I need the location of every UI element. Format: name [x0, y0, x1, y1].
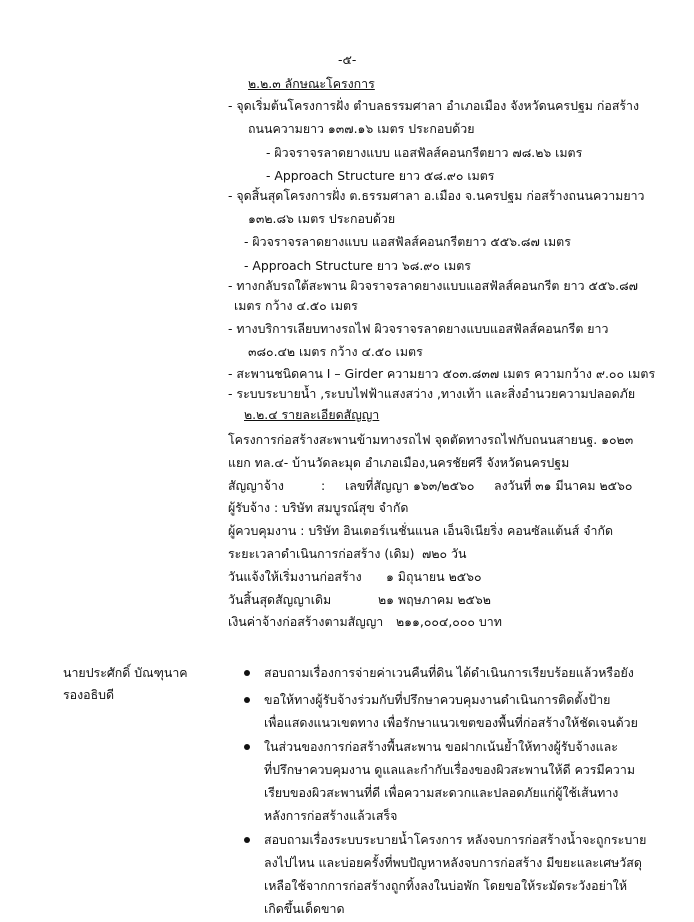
comment-line: สอบถามเรื่องการจ่ายค่าเวนคืนที่ดิน ได้ดำเนินการเรียบร้อยแล้วหรือยัง [264, 665, 634, 680]
contract-price-label: เงินค่าจ้างก่อสร้างตามสัญญา [228, 614, 384, 629]
comment-line: เรียบของผิวสะพานที่ดี เพื่อความสะดวกและปลอดภัยแก่ผู้ใช้เส้นทาง [264, 785, 619, 800]
speaker-name: นายประศักดิ์ บัณฑุนาค [63, 665, 188, 680]
bullet-icon [244, 744, 250, 750]
section-223-line: - ผิวจราจรลาดยางแบบ แอสฟัลส์คอนกรีตยาว ๕๕๖.๘๗ เมตร [244, 234, 571, 249]
project-name-line: โครงการก่อสร้างสะพานข้ามทางรถไฟ จุดตัดทางรถไฟกับถนนสายนฐ. ๑๐๒๓ [228, 432, 634, 447]
bullet-icon [244, 697, 250, 703]
end-date-value: ๒๑ พฤษภาคม ๒๕๖๒ [378, 592, 491, 607]
section-223-line: - ทางบริการเลียบทางรถไฟ ผิวจราจรลาดยางแบบแอสฟัลส์คอนกรีต ยาว [228, 321, 609, 336]
duration-label: ระยะเวลาดำเนินการก่อสร้าง (เดิม) [228, 546, 415, 561]
comment-line: หลังการก่อสร้างแล้วเสร็จ [264, 808, 398, 823]
section-223-line: ถนนความยาว ๑๓๗.๑๖ เมตร ประกอบด้วย [248, 121, 475, 136]
section-223-heading: ๒.๒.๓ ลักษณะโครงการ [248, 76, 375, 91]
section-223-line: - ทางกลับรถใต้สะพาน ผิวจราจรลาดยางแบบแอสฟัลส์คอนกรีต ยาว ๕๕๖.๘๗ [228, 278, 638, 293]
contract-number: เลขที่สัญญา ๑๖๓/๒๕๖๐ [345, 478, 475, 493]
contract-price-value: ๒๑๑,๐๐๔,๐๐๐ บาท [396, 614, 502, 629]
start-date-value: ๑ มิถุนายน ๒๕๖๐ [386, 569, 482, 584]
contract-label: สัญญาจ้าง [228, 478, 284, 493]
bullet-icon [244, 837, 250, 843]
start-date-label: วันแจ้งให้เริ่มงานก่อสร้าง [228, 569, 362, 584]
comment-line: เหลือใช้จากการก่อสร้างถูกทิ้งลงในบ่อพัก โดยขอให้ระมัดระวังอย่าให้ [264, 878, 628, 893]
contract-colon: : [321, 478, 326, 493]
project-location-line: แยก ทล.๔- บ้านวัดละมุด อำเภอเมือง,นครชัยศรี จังหวัดนครปฐม [228, 455, 570, 470]
section-223-line: ๑๓๒.๘๖ เมตร ประกอบด้วย [248, 211, 396, 226]
section-224-heading: ๒.๒.๔ รายละเอียดสัญญา [244, 407, 380, 422]
comment-line: ที่ปรึกษาควบคุมงาน ดูแลและกำกับเรื่องของผิวสะพานให้ดี ควรมีความ [264, 762, 636, 777]
speaker-title: รองอธิบดี [63, 687, 115, 702]
section-223-line: - สะพานชนิดคาน I – Girder ความยาว ๕๐๓.๘๓๗ เมตร ความกว้าง ๙.๐๐ เมตร [228, 366, 656, 381]
comment-line: ขอให้ทางผู้รับจ้างร่วมกับที่ปรึกษาควบคุมงานดำเนินการติดตั้งป้าย [264, 692, 611, 707]
section-223-line: ๓๘๐.๔๒ เมตร กว้าง ๔.๕๐ เมตร [248, 344, 423, 359]
duration-value: ๗๒๐ วัน [422, 546, 467, 561]
section-223-line: เมตร กว้าง ๔.๕๐ เมตร [234, 298, 358, 313]
section-223-line: - ระบบระบายน้ำ ,ระบบไฟฟ้าแสงสว่าง ,ทางเท้า และสิ่งอำนวยความปลอดภัย [228, 386, 636, 401]
section-223-line: - ผิวจราจรลาดยางแบบ แอสฟัลส์คอนกรีตยาว ๗๘.๒๖ เมตร [266, 145, 583, 160]
supervisor-line: ผู้ควบคุมงาน : บริษัท อินเตอร์เนชั่นแนล เอ็นจิเนียริ่ง คอนซัลแต้นส์ จำกัด [228, 523, 614, 538]
page-number: -๕- [338, 52, 357, 67]
comment-line: เพื่อแสดงแนวเขตทาง เพื่อรักษาแนวเขตของพื้นที่ก่อสร้างให้ชัดเจนด้วย [264, 715, 638, 730]
bullet-icon [244, 670, 250, 676]
end-date-label: วันสิ้นสุดสัญญาเดิม [228, 592, 332, 607]
comment-line: สอบถามเรื่องระบบระบายน้ำโครงการ หลังจบการก่อสร้างน้ำจะถูกระบาย [264, 832, 647, 847]
section-223-line: - Approach Structure ยาว ๖๘.๙๐ เมตร [244, 258, 471, 273]
comment-line: เกิดขึ้นเด็ดขาด [264, 901, 345, 916]
section-223-line: - จุดเริ่มต้นโครงการฝั่ง ตำบลธรรมศาลา อำเภอเมือง จังหวัดนครปฐม ก่อสร้าง [228, 98, 640, 113]
section-223-line: - จุดสิ้นสุดโครงการฝั่ง ต.ธรรมศาลา อ.เมือง จ.นครปฐม ก่อสร้างถนนความยาว [228, 188, 645, 203]
contractor-line: ผู้รับจ้าง : บริษัท สมบูรณ์สุข จำกัด [228, 500, 409, 515]
comment-line: ลงไปไหน และบ่อยครั้งที่พบปัญหาหลังจบการก่อสร้าง มีขยะและเศษวัสดุ [264, 855, 642, 870]
section-223-line: - Approach Structure ยาว ๕๘.๙๐ เมตร [266, 168, 495, 183]
comment-line: ในส่วนของการก่อสร้างพื้นสะพาน ขอฝากเน้นย้ำให้ทางผู้รับจ้างและ [264, 739, 618, 754]
contract-date: ลงวันที่ ๓๑ มีนาคม ๒๕๖๐ [494, 478, 633, 493]
